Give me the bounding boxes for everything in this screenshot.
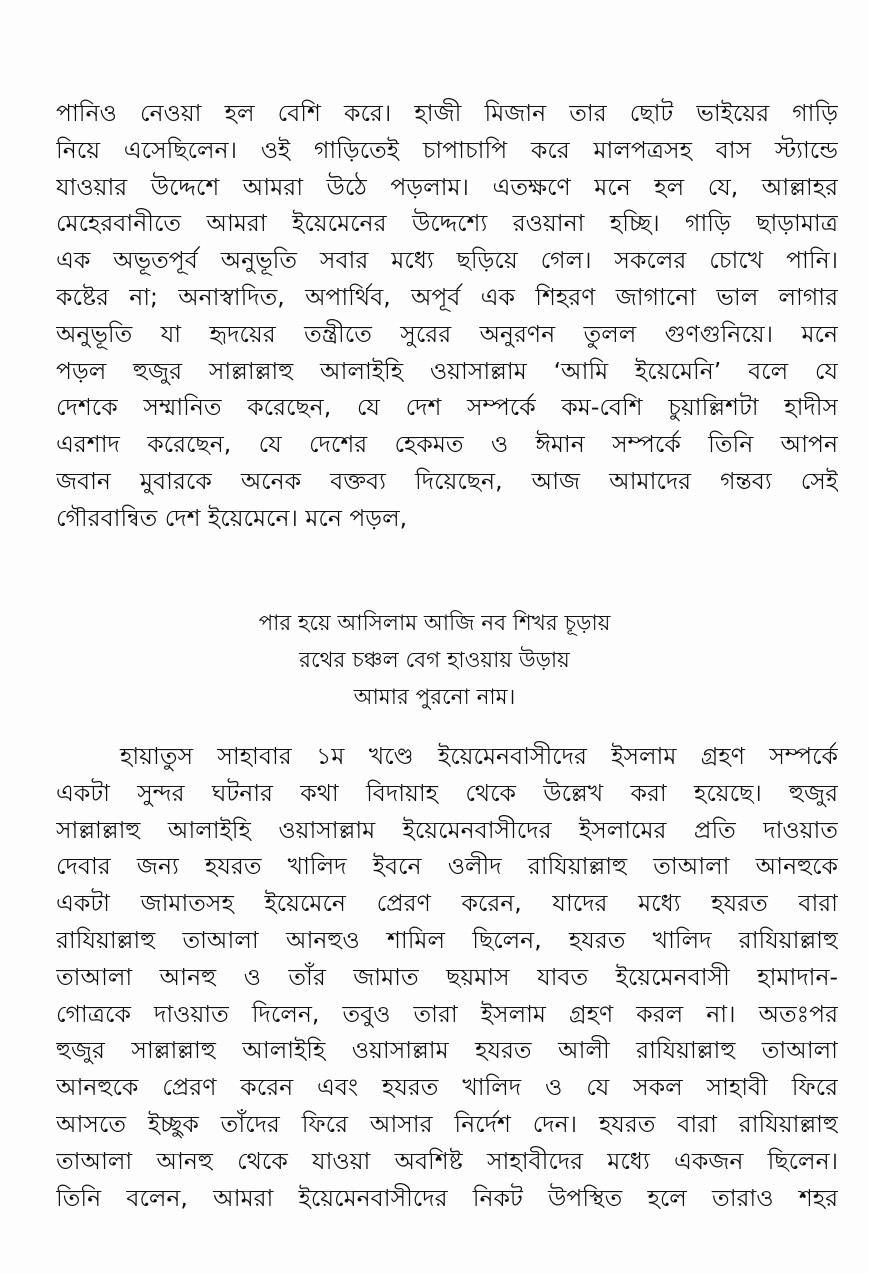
paragraph-line: একটা সুন্দর ঘটনার কথা বিদায়াহ থেকে উল্লেখ করা হয়েছে। হুজুর	[56, 778, 838, 807]
paragraph-line: দেশকে সম্মানিত করেছেন, যে দেশ সম্পর্কে কম-বেশি চুয়াল্লিশটা হাদীস	[56, 393, 838, 422]
paragraph-line: দেবার জন্য হযরত খালিদ ইবনে ওলীদ রাযিয়াল্লাহু তাআলা আনহুকে	[56, 852, 838, 881]
paragraph-line: গোত্রকে দাওয়াত দিলেন, তবুও তারা ইসলাম গ্রহণ করল না। অতঃপর	[56, 999, 838, 1028]
paragraph-line: সাল্লাল্লাহু আলাইহি ওয়াসাল্লাম ইয়েমেনবাসীদের ইসলামের প্রতি দাওয়াত	[56, 815, 838, 844]
paragraph-2	[56, 738, 838, 1216]
paragraph-line: একটা জামাতসহ ইয়েমেনে প্রেরণ করেন, যাদের মধ্যে হযরত বারা	[56, 889, 838, 918]
paragraph-line: তিনি বলেন, আমরা ইয়েমেনবাসীদের নিকট উপস্থিত হলে তারাও শহর	[56, 1183, 838, 1212]
paragraph-line: কষ্টের না; অনাস্বাদিত, অপার্থিব, অপূর্ব এক শিহরণ জাগানো ভাল লাগার	[56, 282, 838, 311]
paragraph-line: অনুভূতি যা হৃদয়ের তন্ত্রীতে সুরের অনুরণন তুলল গুণগুনিয়ে। মনে	[56, 319, 838, 348]
paragraph-line: আনহুকে প্রেরণ করেন এবং হযরত খালিদ ও যে সকল সাহাবী ফিরে	[56, 1073, 838, 1102]
paragraph-line: পড়ল হুজুর সাল্লাল্লাহু আলাইহি ওয়াসাল্লাম ‘আমি ইয়েমেনি’ বলে যে	[56, 356, 838, 385]
paragraph-line: এক অভূতপূর্ব অনুভূতি সবার মধ্যে ছড়িয়ে গেল। সকলের চোখে পানি।	[56, 246, 838, 275]
verse-line: পার হয়ে আসিলাম আজি নব শিখর চূড়ায়	[258, 611, 611, 636]
paragraph-1	[56, 95, 838, 537]
verse-block	[0, 605, 869, 716]
paragraph-line: পানিও নেওয়া হল বেশি করে। হাজী মিজান তার ছোট ভাইয়ের গাড়ি	[56, 99, 838, 127]
paragraph-line: নিয়ে এসেছিলেন। ওই গাড়িতেই চাপাচাপি করে মালপত্রসহ বাস স্ট্যান্ডে	[56, 135, 838, 164]
verse-line: রথের চঞ্চল বেগ হাওয়ায় উড়ায়	[299, 648, 570, 673]
paragraph-line: তাআলা আনহু থেকে যাওয়া অবশিষ্ট সাহাবীদের মধ্যে একজন ছিলেন।	[56, 1146, 838, 1175]
paragraph-line: হায়াতুস সাহাবার ১ম খণ্ডে ইয়েমেনবাসীদের ইসলাম গ্রহণ সম্পর্কে	[120, 742, 838, 770]
paragraph-line: তাআলা আনহু ও তাঁর জামাত ছয়মাস যাবত ইয়েমেনবাসী হামাদান-	[56, 962, 838, 991]
paragraph-line: রাযিয়াল্লাহু তাআলা আনহুও শামিল ছিলেন, হযরত খালিদ রাযিয়াল্লাহু	[56, 925, 838, 954]
paragraph-line: এরশাদ করেছেন, যে দেশের হেকমত ও ঈমান সম্পর্কে তিনি আপন	[56, 430, 838, 459]
paragraph-line: যাওয়ার উদ্দেশে আমরা উঠে পড়লাম। এতক্ষণে মনে হল যে, আল্লাহর	[56, 172, 838, 201]
paragraph-line: হুজুর সাল্লাল্লাহু আলাইহি ওয়াসাল্লাম হযরত আলী রাযিয়াল্লাহু তাআলা	[56, 1036, 838, 1065]
verse-line: আমার পুরনো নাম।	[353, 685, 516, 710]
paragraph-line: জবান মুবারকে অনেক বক্তব্য দিয়েছেন, আজ আমাদের গন্তব্য সেই	[56, 466, 838, 495]
paragraph-line: গৌরবান্বিত দেশ ইয়েমেনে। মনে পড়ল,	[56, 503, 408, 532]
paragraph-line: মেহেরবানীতে আমরা ইয়েমেনের উদ্দেশ্যে রওয়ানা হচ্ছি। গাড়ি ছাড়ামাত্র	[56, 209, 838, 238]
paragraph-line: আসতে ইচ্ছুক তাঁদের ফিরে আসার নির্দেশ দেন। হযরত বারা রাযিয়াল্লাহু	[56, 1109, 838, 1138]
